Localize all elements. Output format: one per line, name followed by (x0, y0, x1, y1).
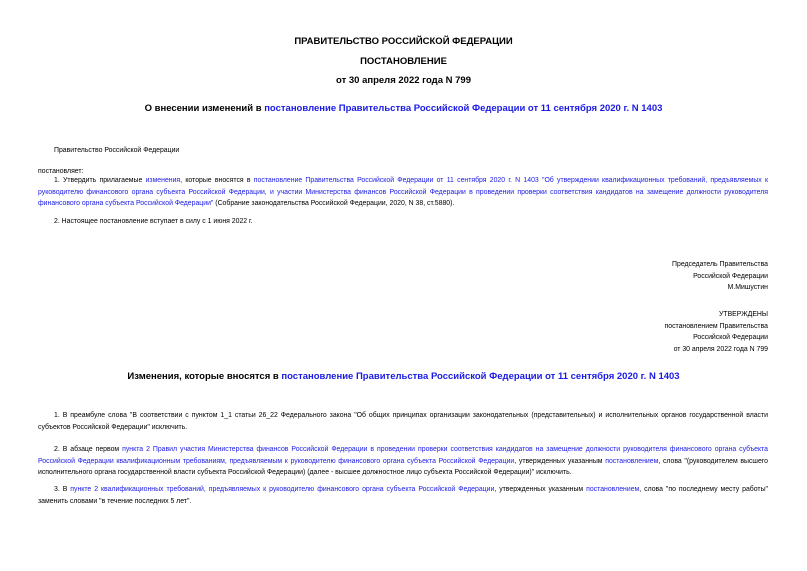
c3-text-3: , слова "по последнему месту работы" заменить словами "в течение последних 5 лет". (38, 486, 768, 505)
signature-line-2: Российской Федерации (693, 272, 768, 280)
c2-link-resolution[interactable]: постановлением (605, 457, 659, 465)
paragraph-1 (38, 175, 768, 210)
approval-line-4: от 30 апреля 2022 года N 799 (673, 346, 768, 354)
change-1: 1. В преамбуле слова "В соответствии с пунктом 1_1 статьи 26_22 Федерального закона "Об общих принципах организации законодательных (представительных) и исполнительных органов государственной власти субъектов Российской Федерации" исключить. (38, 412, 768, 431)
approval-block (665, 309, 769, 356)
p1-link-changes[interactable]: изменения (145, 177, 181, 184)
c2-text-1: 2. В абзаце первом (54, 446, 123, 453)
changes-title-link[interactable]: постановление Правительства Российской Федерации от 11 сентября 2020 г. N 1403 (281, 371, 680, 382)
title-link[interactable]: постановление Правительства Российской Федерации от 11 сентября 2020 г. N 1403 (264, 103, 663, 114)
approval-line-3: Российской Федерации (693, 334, 768, 342)
doc-type-heading: ПОСТАНОВЛЕНИЕ (360, 56, 447, 67)
title-prefix: О внесении изменений в (144, 103, 265, 114)
p1-text-2: , которые вносятся в (180, 177, 254, 184)
document-title (0, 103, 807, 114)
changes-title-prefix: Изменения, которые вносятся в (127, 371, 282, 382)
c2-text-3: , слова "(руководителем высшего исполнительного органа государственной власти субъекта Российской Федерации) (далее - высшее должностное лицо субъекта Российской Федерации)" исключить. (38, 457, 768, 477)
approval-line-1: УТВЕРЖДЕНЫ (719, 311, 768, 318)
resolves-line: постановляет: (38, 168, 84, 175)
p1-text-1: 1. Утвердить прилагаемые (54, 177, 146, 184)
paragraph-2: 2. Настоящее постановление вступает в силу с 1 июня 2022 г. (54, 218, 253, 225)
c3-text-2: , утвержденных указанным (494, 486, 587, 493)
c2-link-rules[interactable]: пункта 2 Правил участия Министерства финансов Российской Федерации в проведении проверки соответствия кандидатов на замещение должности руководителя финансового органа субъекта Российской Федерации квалификационным требованиям, предъявляемым к руководителю финансового органа субъекта Российской Федерации (38, 446, 768, 465)
signature-line-1: Председатель Правительства (672, 261, 768, 268)
signature-block (672, 259, 768, 294)
gov-line: Правительство Российской Федерации (54, 147, 180, 154)
change-3 (38, 484, 768, 507)
gov-heading: ПРАВИТЕЛЬСТВО РОССИЙСКОЙ ФЕДЕРАЦИИ (294, 36, 513, 47)
p1-text-3: (Собрание законодательства Российской Федерации, 2020, N 38, ст.5880). (213, 200, 455, 208)
c3-link-requirements[interactable]: пункте 2 квалификационных требований, предъявляемых к руководителю финансового органа субъекта Российской Федерации (70, 486, 495, 493)
doc-date-heading: от 30 апреля 2022 года N 799 (336, 75, 471, 86)
change-2 (38, 444, 768, 479)
c2-text-2: , утвержденных указанным (514, 457, 606, 465)
changes-title (0, 371, 807, 382)
p1-link-resolution[interactable]: постановление Правительства Российской Федерации от 11 сентября 2020 г. N 1403 "Об утверждении квалификационных требований, предъявляемых к руководителю финансового органа субъекта Российской Федерации, и участии Министерства финансов Российской Федерации в проведении проверки соответствия кандидатов на замещение должности руководителя финансового органа субъекта Российской Федерации" (38, 177, 769, 208)
signature-line-3: М.Мишустин (727, 284, 768, 292)
approval-line-2: постановлением Правительства (664, 322, 768, 330)
c3-text-1: 3. В (54, 486, 71, 493)
c3-link-resolution[interactable]: постановлением (586, 486, 640, 493)
